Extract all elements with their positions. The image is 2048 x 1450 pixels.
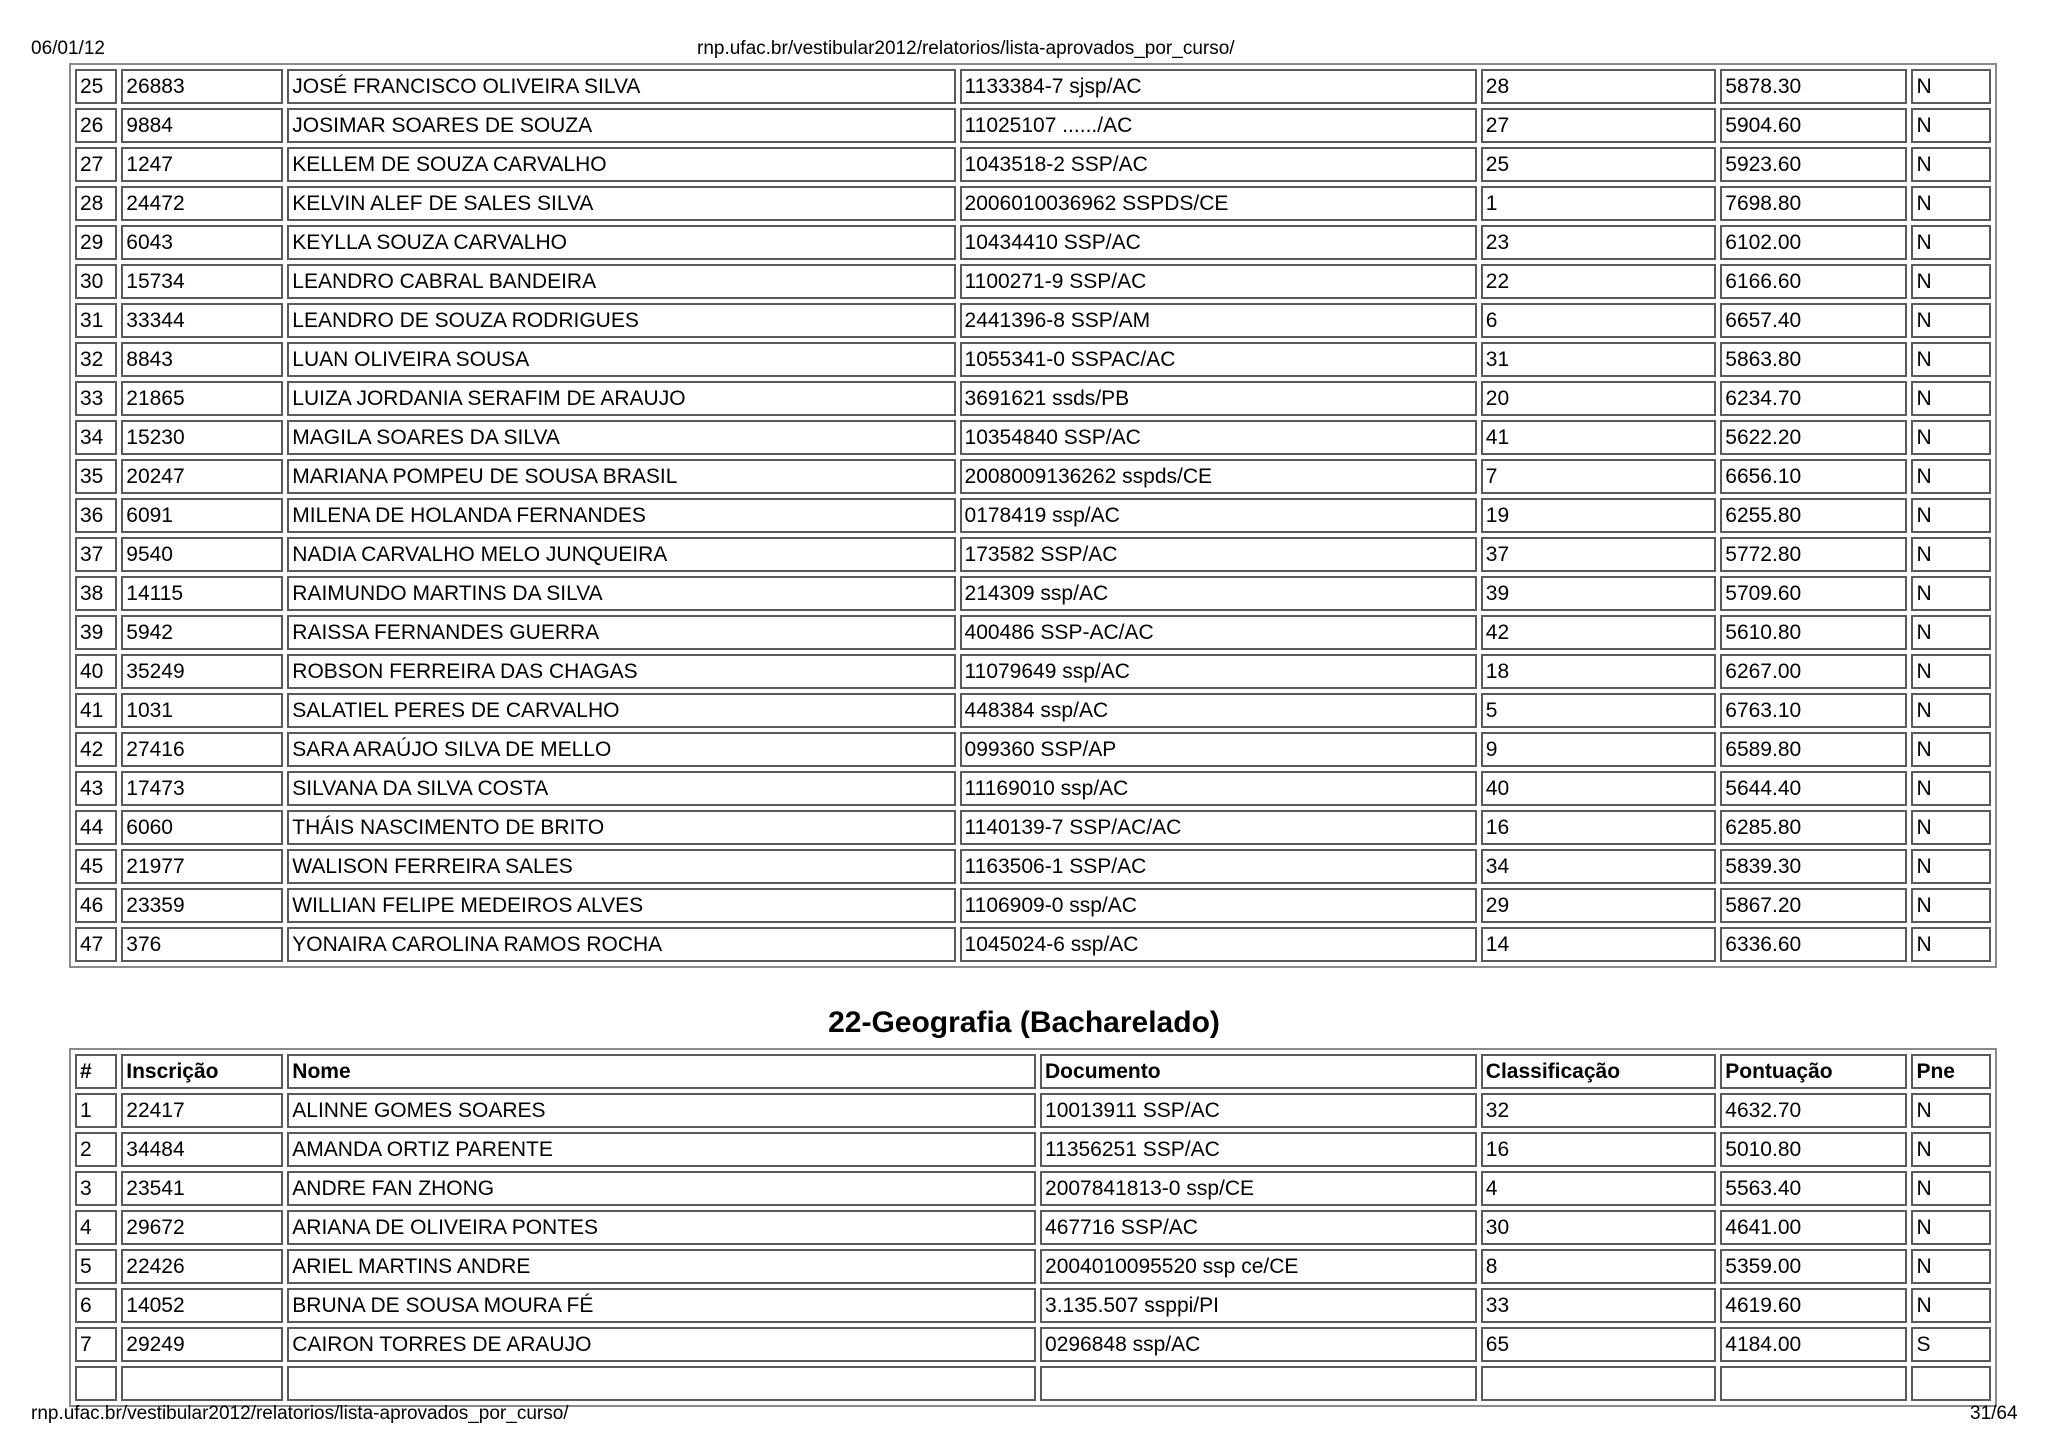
table-cell: N: [1911, 303, 1991, 338]
table-header-row: [75, 1054, 1991, 1089]
table-cell: 2007841813-0 ssp/CE: [1040, 1171, 1477, 1206]
table-cell: 5878.30: [1720, 69, 1907, 104]
table-row: [75, 1327, 1991, 1362]
table-cell: 20247: [121, 459, 283, 494]
table-cell: N: [1911, 849, 1991, 884]
header-date: 06/01/12: [31, 38, 105, 59]
table-cell: 11025107 ....../AC: [960, 108, 1477, 143]
table-cell: 9: [1481, 732, 1716, 767]
table-cell: 5904.60: [1720, 108, 1907, 143]
table-cell: 23: [1481, 225, 1716, 260]
table-cell: N: [1911, 381, 1991, 416]
table-cell: 21865: [121, 381, 283, 416]
table-cell: 1043518-2 SSP/AC: [960, 147, 1477, 182]
table-cell: 10013911 SSP/AC: [1040, 1093, 1477, 1128]
table-cell: 5563.40: [1720, 1171, 1907, 1206]
table-row: [75, 615, 1991, 650]
table-cell: 5359.00: [1720, 1249, 1907, 1284]
table-cell: NADIA CARVALHO MELO JUNQUEIRA: [287, 537, 955, 572]
table-cell: 37: [1481, 537, 1716, 572]
table-cell: ROBSON FERREIRA DAS CHAGAS: [287, 654, 955, 689]
table-cell: 5867.20: [1720, 888, 1907, 923]
table-cell: N: [1911, 1171, 1991, 1206]
table-cell: 40: [75, 654, 117, 689]
table-cell-empty: [287, 1366, 1036, 1401]
table-cell: 30: [1481, 1210, 1716, 1245]
table-cell: 27416: [121, 732, 283, 767]
table-cell: 4619.60: [1720, 1288, 1907, 1323]
table-cell: N: [1911, 147, 1991, 182]
table-cell: 1045024-6 ssp/AC: [960, 927, 1477, 962]
table-cell: 34484: [121, 1132, 283, 1167]
table-row: [75, 732, 1991, 767]
table-cell: N: [1911, 693, 1991, 728]
table-cell: 26883: [121, 69, 283, 104]
table-cell: 30: [75, 264, 117, 299]
table-cell: MARIANA POMPEU DE SOUSA BRASIL: [287, 459, 955, 494]
table-cell: 41: [75, 693, 117, 728]
table-cell: 40: [1481, 771, 1716, 806]
table-cell: 16: [1481, 1132, 1716, 1167]
table-cell: 29: [1481, 888, 1716, 923]
table-cell: N: [1911, 732, 1991, 767]
table-cell: 3: [75, 1171, 117, 1206]
table-cell: 22: [1481, 264, 1716, 299]
table-cell: 35: [75, 459, 117, 494]
table-cell: N: [1911, 225, 1991, 260]
table-cell: 29672: [121, 1210, 283, 1245]
table-cell: N: [1911, 771, 1991, 806]
table-cell: 1: [75, 1093, 117, 1128]
table-cell: 9884: [121, 108, 283, 143]
table-cell: 33344: [121, 303, 283, 338]
table-cell: 1100271-9 SSP/AC: [960, 264, 1477, 299]
table-cell: 467716 SSP/AC: [1040, 1210, 1477, 1245]
table-cell: 27: [75, 147, 117, 182]
table-row: [75, 1210, 1991, 1245]
table-cell: 1133384-7 sjsp/AC: [960, 69, 1477, 104]
table-cell: N: [1911, 498, 1991, 533]
table-cell: 173582 SSP/AC: [960, 537, 1477, 572]
table-cell: N: [1911, 888, 1991, 923]
table-cell-empty: [1720, 1366, 1907, 1401]
table-cell-empty: [1481, 1366, 1716, 1401]
table-cell: 6091: [121, 498, 283, 533]
table-cell: 5942: [121, 615, 283, 650]
table-cell: 7698.80: [1720, 186, 1907, 221]
table-cell: N: [1911, 420, 1991, 455]
table-cell: LEANDRO DE SOUZA RODRIGUES: [287, 303, 955, 338]
table-cell: 32: [1481, 1093, 1716, 1128]
table-cell: 43: [75, 771, 117, 806]
table-cell: LEANDRO CABRAL BANDEIRA: [287, 264, 955, 299]
table-cell: N: [1911, 69, 1991, 104]
table-cell: 4632.70: [1720, 1093, 1907, 1128]
table-cell: 5772.80: [1720, 537, 1907, 572]
table-cell: 6589.80: [1720, 732, 1907, 767]
table-cell: 47: [75, 927, 117, 962]
table-cell: YONAIRA CAROLINA RAMOS ROCHA: [287, 927, 955, 962]
table-cell: N: [1911, 342, 1991, 377]
table-cell: 5863.80: [1720, 342, 1907, 377]
table-row: [75, 108, 1991, 143]
table-cell: WALISON FERREIRA SALES: [287, 849, 955, 884]
table-cell: 6255.80: [1720, 498, 1907, 533]
table-cell: 7: [1481, 459, 1716, 494]
table-row: [75, 381, 1991, 416]
table-cell: 14052: [121, 1288, 283, 1323]
table-cell: MILENA DE HOLANDA FERNANDES: [287, 498, 955, 533]
table-cell: RAISSA FERNANDES GUERRA: [287, 615, 955, 650]
table-cell: N: [1911, 810, 1991, 845]
table-cell: 1163506-1 SSP/AC: [960, 849, 1477, 884]
table-row: [75, 69, 1991, 104]
table-cell: 11356251 SSP/AC: [1040, 1132, 1477, 1167]
table-cell: 5644.40: [1720, 771, 1907, 806]
table-cell: ARIANA DE OLIVEIRA PONTES: [287, 1210, 1036, 1245]
table-cell: N: [1911, 459, 1991, 494]
table-cell: 24472: [121, 186, 283, 221]
table-cell: 2: [75, 1132, 117, 1167]
table-cell: S: [1911, 1327, 1991, 1362]
table-row: [75, 459, 1991, 494]
table-cell: 31: [75, 303, 117, 338]
table-cell: 38: [75, 576, 117, 611]
table-cell-empty: [75, 1366, 117, 1401]
table-row: [75, 303, 1991, 338]
table-cell: 3.135.507 ssppi/PI: [1040, 1288, 1477, 1323]
table-cell: 15734: [121, 264, 283, 299]
table-cell: KELLEM DE SOUZA CARVALHO: [287, 147, 955, 182]
table-cell: ALINNE GOMES SOARES: [287, 1093, 1036, 1128]
table-cell: 1055341-0 SSPAC/AC: [960, 342, 1477, 377]
table-cell: 39: [75, 615, 117, 650]
table-cell: LUIZA JORDANIA SERAFIM DE ARAUJO: [287, 381, 955, 416]
table-cell: RAIMUNDO MARTINS DA SILVA: [287, 576, 955, 611]
table-cell: THÁIS NASCIMENTO DE BRITO: [287, 810, 955, 845]
table-cell: SALATIEL PERES DE CARVALHO: [287, 693, 955, 728]
table-cell: N: [1911, 186, 1991, 221]
table-cell: 8: [1481, 1249, 1716, 1284]
table-cell: 22426: [121, 1249, 283, 1284]
footer-url: rnp.ufac.br/vestibular2012/relatorios/lista-aprovados_por_curso/: [31, 1403, 569, 1424]
table-cell: 35249: [121, 654, 283, 689]
table-cell: 34: [75, 420, 117, 455]
table-cell: 65: [1481, 1327, 1716, 1362]
column-header: Nome: [287, 1054, 1036, 1089]
table-cell: N: [1911, 576, 1991, 611]
table-cell: 10354840 SSP/AC: [960, 420, 1477, 455]
table-cell: 36: [75, 498, 117, 533]
table-cell: 28: [75, 186, 117, 221]
table-cell: 6060: [121, 810, 283, 845]
table-cell: 6763.10: [1720, 693, 1907, 728]
table-cell: 5: [75, 1249, 117, 1284]
table-cell: 20: [1481, 381, 1716, 416]
table-cell: 29249: [121, 1327, 283, 1362]
table-cell: 33: [1481, 1288, 1716, 1323]
table-cell: 28: [1481, 69, 1716, 104]
table-row: [75, 1132, 1991, 1167]
table-cell: 6234.70: [1720, 381, 1907, 416]
table-cell: 4: [1481, 1171, 1716, 1206]
table-cell: SILVANA DA SILVA COSTA: [287, 771, 955, 806]
table-cell: 2004010095520 ssp ce/CE: [1040, 1249, 1477, 1284]
table-cell: 42: [1481, 615, 1716, 650]
table-cell: 27: [1481, 108, 1716, 143]
column-header: Pontuação: [1720, 1054, 1907, 1089]
table-row: [75, 1288, 1991, 1323]
table-cell: N: [1911, 264, 1991, 299]
table-cell: N: [1911, 1249, 1991, 1284]
table-cell: KEYLLA SOUZA CARVALHO: [287, 225, 955, 260]
table-cell: 4641.00: [1720, 1210, 1907, 1245]
table-cell-empty: [121, 1366, 283, 1401]
table-cell: 5923.60: [1720, 147, 1907, 182]
table-cell: 39: [1481, 576, 1716, 611]
table-cell: 11079649 ssp/AC: [960, 654, 1477, 689]
table-cell: N: [1911, 1132, 1991, 1167]
table-row: [75, 927, 1991, 962]
course-title: 22-Geografia (Bacharelado): [828, 1006, 1220, 1039]
table-cell: ANDRE FAN ZHONG: [287, 1171, 1036, 1206]
table-cell: LUAN OLIVEIRA SOUSA: [287, 342, 955, 377]
table-cell: 5: [1481, 693, 1716, 728]
table-row-empty: [75, 1366, 1991, 1401]
table-cell: N: [1911, 615, 1991, 650]
table-cell: BRUNA DE SOUSA MOURA FÉ: [287, 1288, 1036, 1323]
table-cell: 45: [75, 849, 117, 884]
table-cell: 5839.30: [1720, 849, 1907, 884]
table-cell: 11169010 ssp/AC: [960, 771, 1477, 806]
table-cell: 1: [1481, 186, 1716, 221]
table-row: [75, 186, 1991, 221]
table-row: [75, 888, 1991, 923]
table-cell: 3691621 ssds/PB: [960, 381, 1477, 416]
table-cell: 1106909-0 ssp/AC: [960, 888, 1477, 923]
table-cell: N: [1911, 654, 1991, 689]
table-cell: 0178419 ssp/AC: [960, 498, 1477, 533]
table-cell: 29: [75, 225, 117, 260]
table-row: [75, 1171, 1991, 1206]
column-header: Pne: [1911, 1054, 1991, 1089]
table-cell: 5610.80: [1720, 615, 1907, 650]
table-cell: 44: [75, 810, 117, 845]
table-cell-empty: [1911, 1366, 1991, 1401]
table-cell: 6267.00: [1720, 654, 1907, 689]
results-table-continued: [69, 63, 1997, 968]
table-row: [75, 849, 1991, 884]
results-table-geografia: [69, 1048, 1997, 1407]
table-row: [75, 225, 1991, 260]
table-cell: 6657.40: [1720, 303, 1907, 338]
table-cell: AMANDA ORTIZ PARENTE: [287, 1132, 1036, 1167]
table-row: [75, 342, 1991, 377]
table-cell: N: [1911, 1210, 1991, 1245]
table-row: [75, 693, 1991, 728]
page-number: 31/64: [1970, 1403, 2018, 1424]
table-cell: 099360 SSP/AP: [960, 732, 1477, 767]
table-cell: 10434410 SSP/AC: [960, 225, 1477, 260]
table-row: [75, 771, 1991, 806]
table-cell: 21977: [121, 849, 283, 884]
table-cell: 31: [1481, 342, 1716, 377]
table-row: [75, 147, 1991, 182]
table-cell: 2441396-8 SSP/AM: [960, 303, 1477, 338]
table-cell: SARA ARAÚJO SILVA DE MELLO: [287, 732, 955, 767]
column-header: #: [75, 1054, 117, 1089]
table-cell: 214309 ssp/AC: [960, 576, 1477, 611]
table-cell: 23541: [121, 1171, 283, 1206]
table-cell: 6336.60: [1720, 927, 1907, 962]
table-cell: 25: [1481, 147, 1716, 182]
table-cell: 15230: [121, 420, 283, 455]
table-row: [75, 537, 1991, 572]
table-cell: 34: [1481, 849, 1716, 884]
table-cell: 22417: [121, 1093, 283, 1128]
table-cell: MAGILA SOARES DA SILVA: [287, 420, 955, 455]
table-cell: 448384 ssp/AC: [960, 693, 1477, 728]
table-cell: 6: [75, 1288, 117, 1323]
table-cell: 18: [1481, 654, 1716, 689]
header-url: rnp.ufac.br/vestibular2012/relatorios/lista-aprovados_por_curso/: [697, 38, 1235, 59]
table-cell: 4184.00: [1720, 1327, 1907, 1362]
table-cell: 6102.00: [1720, 225, 1907, 260]
table-cell: 14: [1481, 927, 1716, 962]
table-cell: JOSIMAR SOARES DE SOUZA: [287, 108, 955, 143]
table-cell: WILLIAN FELIPE MEDEIROS ALVES: [287, 888, 955, 923]
table-cell: 6: [1481, 303, 1716, 338]
table-cell: N: [1911, 1288, 1991, 1323]
table-cell: 5709.60: [1720, 576, 1907, 611]
table-cell: 5622.20: [1720, 420, 1907, 455]
table-cell: 37: [75, 537, 117, 572]
table-cell: 1247: [121, 147, 283, 182]
table-row: [75, 810, 1991, 845]
table-cell: N: [1911, 108, 1991, 143]
table-cell: 17473: [121, 771, 283, 806]
table-row: [75, 498, 1991, 533]
table-cell: 32: [75, 342, 117, 377]
table-cell: 1031: [121, 693, 283, 728]
table-cell: 6285.80: [1720, 810, 1907, 845]
table-row: [75, 1093, 1991, 1128]
table-row: [75, 420, 1991, 455]
table-cell: 19: [1481, 498, 1716, 533]
table-cell: 400486 SSP-AC/AC: [960, 615, 1477, 650]
table-cell: 7: [75, 1327, 117, 1362]
column-header: Classificação: [1481, 1054, 1716, 1089]
table-cell: 6166.60: [1720, 264, 1907, 299]
table-cell: JOSÉ FRANCISCO OLIVEIRA SILVA: [287, 69, 955, 104]
table-cell: KELVIN ALEF DE SALES SILVA: [287, 186, 955, 221]
table-cell-empty: [1040, 1366, 1477, 1401]
table-cell: CAIRON TORRES DE ARAUJO: [287, 1327, 1036, 1362]
table-cell: 4: [75, 1210, 117, 1245]
table-cell: 33: [75, 381, 117, 416]
table-row: [75, 1249, 1991, 1284]
table-cell: N: [1911, 1093, 1991, 1128]
table-cell: ARIEL MARTINS ANDRE: [287, 1249, 1036, 1284]
table-cell: 5010.80: [1720, 1132, 1907, 1167]
table-cell: 26: [75, 108, 117, 143]
table-cell: 8843: [121, 342, 283, 377]
table-cell: 25: [75, 69, 117, 104]
table-cell: 376: [121, 927, 283, 962]
table-cell: N: [1911, 927, 1991, 962]
table-cell: 6656.10: [1720, 459, 1907, 494]
column-header: Documento: [1040, 1054, 1477, 1089]
table-cell: 1140139-7 SSP/AC/AC: [960, 810, 1477, 845]
column-header: Inscrição: [121, 1054, 283, 1089]
table-cell: 2006010036962 SSPDS/CE: [960, 186, 1477, 221]
table-cell: 46: [75, 888, 117, 923]
table-cell: 0296848 ssp/AC: [1040, 1327, 1477, 1362]
table-row: [75, 264, 1991, 299]
table-cell: 41: [1481, 420, 1716, 455]
table-row: [75, 654, 1991, 689]
table-cell: N: [1911, 537, 1991, 572]
table-cell: 14115: [121, 576, 283, 611]
table-cell: 16: [1481, 810, 1716, 845]
table-cell: 23359: [121, 888, 283, 923]
table-cell: 42: [75, 732, 117, 767]
table-cell: 9540: [121, 537, 283, 572]
table-row: [75, 576, 1991, 611]
table-cell: 2008009136262 sspds/CE: [960, 459, 1477, 494]
table-cell: 6043: [121, 225, 283, 260]
